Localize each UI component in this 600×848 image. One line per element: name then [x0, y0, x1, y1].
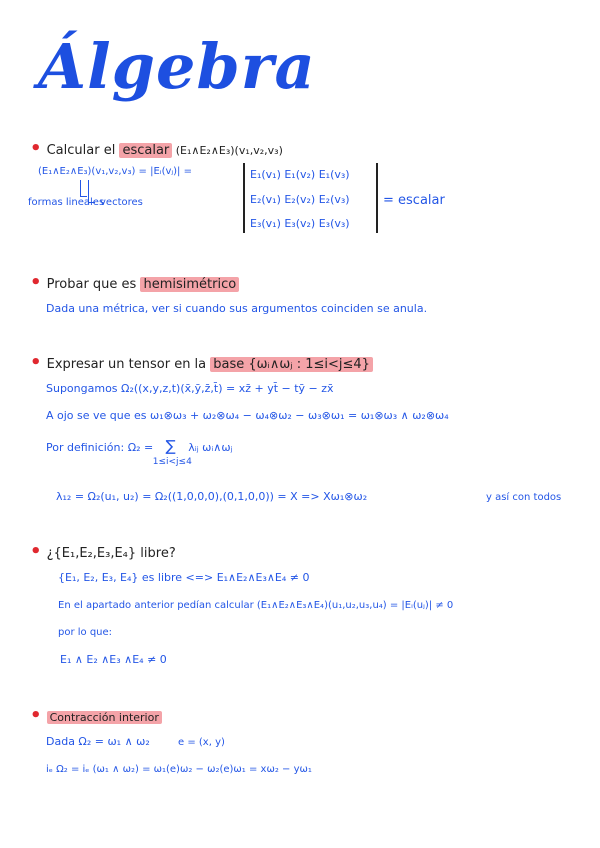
matrix-row-2: E₂(v₁) E₂(v₂) E₂(v₃): [250, 193, 350, 206]
matrix-row-3: E₃(v₁) E₃(v₂) E₃(v₃): [250, 217, 350, 230]
contraccion-line-1-note: e = (x, y): [178, 737, 225, 748]
sum-subscript: 1≤i<j≤4: [152, 457, 192, 467]
section-scalar-heading: [30, 138, 283, 159]
base-line-4: λ₁₂ = Ω₂(u₁, u₂) = Ω₂((1,0,0,0),(0,1,0,0)) = X => Xω₁⊗ω₂: [56, 490, 368, 503]
base-line-3: [46, 437, 233, 467]
highlight-base: base {ωᵢ∧ωⱼ : 1≤i<j≤4}: [210, 357, 373, 372]
highlight-contraccion: Contracción interior: [47, 711, 162, 724]
libre-line-2: En el apartado anterior pedían calcular (E₁∧E₂∧E₃∧E₄)(u₁,u₂,u₃,u₄) = |Eᵢ(uⱼ)| ≠ 0: [58, 600, 454, 611]
hemisimetrico-text: Dada una métrica, ver si cuando sus argumentos coinciden se anula.: [46, 302, 428, 315]
section-contraccion-heading: [30, 705, 162, 726]
base-line-2: A ojo se ve que es ω₁⊗ω₃ + ω₂⊗ω₄ − ω₄⊗ω₂ − ω₃⊗ω₁ = ω₁⊗ω₃ ∧ ω₂⊗ω₄: [46, 409, 449, 422]
libre-line-3: por lo que:: [58, 627, 113, 638]
bullet-icon: •: [30, 272, 42, 293]
sum-icon: ∑: [165, 437, 176, 455]
contraccion-line-1: Dada Ω₂ = ω₁ ∧ ω₂: [46, 735, 150, 748]
matrix-right-bar: [376, 163, 378, 233]
section-libre-heading: [30, 541, 176, 562]
arrow-formas: [80, 180, 87, 197]
matrix-left-bar: [243, 163, 245, 233]
heading-expression: (E₁∧E₂∧E₃)(v₁,v₂,v₃): [172, 144, 283, 157]
bullet-icon: •: [30, 705, 42, 726]
bullet-icon: •: [30, 138, 42, 159]
heading-text: ¿{E₁,E₂,E₃,E₄} libre?: [46, 546, 176, 561]
libre-line-4: E₁ ∧ E₂ ∧E₃ ∧E₄ ≠ 0: [60, 653, 167, 666]
arrow-vectores: [88, 180, 95, 203]
summation: [152, 437, 192, 467]
definition-label: Por definición: Ω₂ =: [46, 441, 154, 454]
note-vectores: vectores: [100, 197, 143, 208]
note-formas-lineales: formas lineales: [28, 197, 105, 208]
contraccion-line-2: iₑ Ω₂ = iₑ (ω₁ ∧ ω₂) = ω₁(e)ω₂ − ω₂(e)ω₁ = xω₂ − yω₁: [46, 764, 312, 775]
bullet-icon: •: [30, 352, 42, 373]
section-base-heading: [30, 352, 373, 373]
page-title: Álgebra: [38, 30, 316, 103]
definition-terms: λᵢⱼ ωᵢ∧ωⱼ: [188, 441, 233, 454]
libre-line-1: {E₁, E₂, E₃, E₄} es libre <=> E₁∧E₂∧E₃∧E₄ ≠ 0: [58, 571, 310, 584]
base-line-1: Supongamos Ω₂((x,y,z,t)(x̄,ȳ,z̄,t̄) = xz̄ + yt̄ − tȳ − zx̄: [46, 382, 334, 395]
heading-text: Expresar un tensor en la: [46, 357, 211, 372]
highlight-hemisimetrico: hemisimétrico: [140, 277, 239, 292]
bullet-icon: •: [30, 541, 42, 562]
heading-text: Probar que es: [46, 277, 141, 292]
section-hemisimetrico-heading: [30, 272, 239, 293]
matrix-row-1: E₁(v₁) E₁(v₂) E₁(v₃): [250, 168, 350, 181]
determinant-lhs: (E₁∧E₂∧E₃)(v₁,v₂,v₃) = |Eᵢ(vⱼ)| =: [38, 166, 192, 177]
determinant-rhs: = escalar: [383, 193, 445, 208]
base-line-4-note: y así con todos: [486, 492, 562, 503]
heading-text: Calcular el: [46, 143, 120, 158]
highlight-escalar: escalar: [119, 143, 172, 158]
